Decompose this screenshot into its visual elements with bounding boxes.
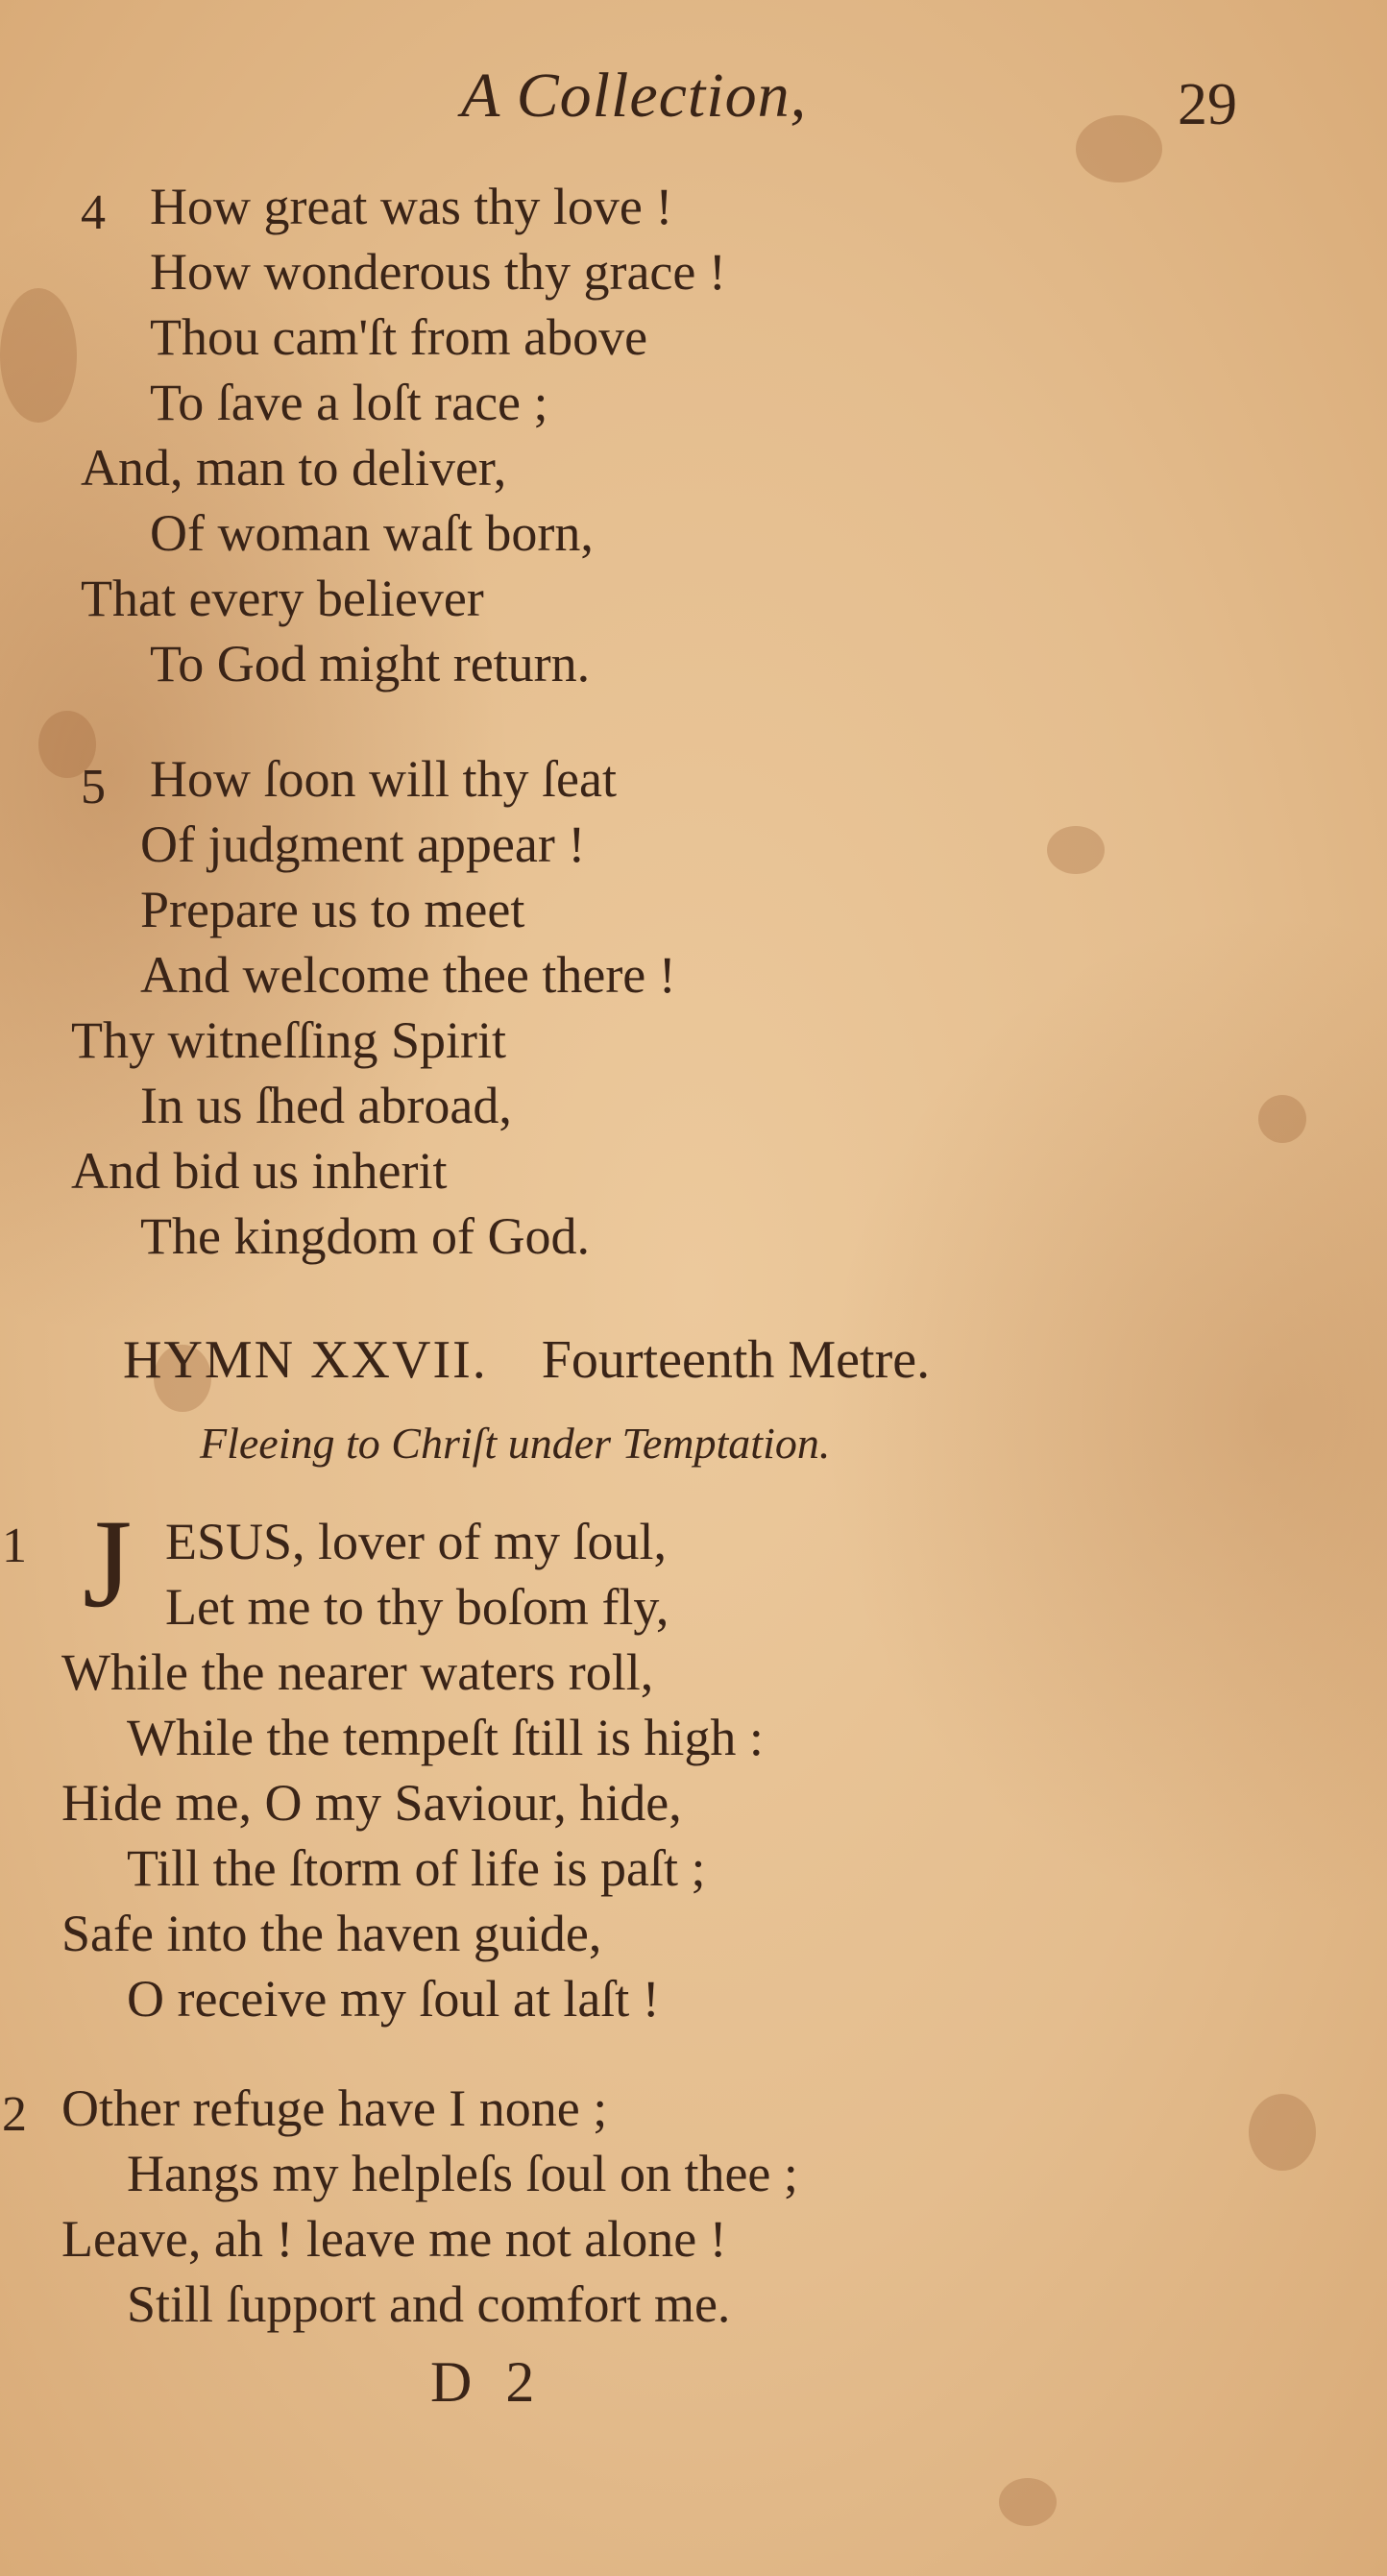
- verse-number: 2: [2, 2087, 27, 2142]
- hymn-title: HYMN XXVII.: [123, 1330, 488, 1390]
- foxing-stain: [1258, 1095, 1306, 1143]
- verse-number: 4: [81, 185, 106, 240]
- verse-line: Leave, ah ! leave me not alone !: [61, 2210, 727, 2268]
- verse-line: How wonderous thy grace !: [150, 243, 726, 301]
- signature-mark: D 2: [430, 2350, 545, 2414]
- verse-line: In us ſhed abroad,: [140, 1077, 512, 1134]
- verse-line: While the tempeſt ſtill is high :: [127, 1709, 764, 1766]
- verse-line: Hide me, O my Saviour, hide,: [61, 1774, 682, 1832]
- hymn-heading: [123, 1329, 930, 1391]
- verse-line: ESUS, lover of my ſoul,: [165, 1513, 667, 1570]
- verse-line: Let me to thy boſom fly,: [165, 1578, 669, 1636]
- verse-line: How ſoon will thy ſeat: [150, 750, 617, 808]
- running-title: A Collection,: [461, 61, 808, 131]
- verse-number: 1: [2, 1519, 27, 1573]
- page-number: 29: [1178, 72, 1237, 137]
- verse-line: And bid us inherit: [71, 1142, 448, 1200]
- verse-line: Safe into the haven guide,: [61, 1905, 602, 1962]
- verse-line: And welcome thee there !: [140, 946, 676, 1004]
- verse-number: 5: [81, 760, 106, 814]
- verse-line: To God might return.: [150, 635, 591, 693]
- foxing-stain: [1047, 826, 1105, 874]
- verse-line: Still ſupport and comfort me.: [127, 2275, 731, 2333]
- verse-line: O receive my ſoul at laſt !: [127, 1970, 660, 2028]
- verse-line: While the nearer waters roll,: [61, 1643, 654, 1701]
- verse-line: Other refuge have I none ;: [61, 2079, 608, 2137]
- verse-line: Of woman waſt born,: [150, 504, 594, 562]
- verse-line: Thy witneſſing Spirit: [71, 1011, 506, 1069]
- verse-line: And, man to deliver,: [81, 439, 507, 497]
- verse-line: Of judgment appear !: [140, 815, 586, 873]
- foxing-stain: [1249, 2094, 1316, 2171]
- verse-line: Prepare us to meet: [140, 881, 525, 938]
- verse-line: That every believer: [81, 570, 484, 627]
- foxing-stain: [0, 288, 77, 423]
- verse-line: Hangs my helpleſs ſoul on thee ;: [127, 2145, 798, 2202]
- drop-cap: J: [83, 1493, 133, 1634]
- verse-line: The kingdom of God.: [140, 1207, 590, 1265]
- running-header: [0, 60, 1387, 136]
- verse-line: Thou cam'ſt from above: [150, 308, 648, 366]
- hymn-subtitle: Fleeing to Chriſt under Temptation.: [200, 1419, 831, 1468]
- verse-line: To ſave a loſt race ;: [150, 374, 548, 431]
- foxing-stain: [999, 2478, 1057, 2526]
- verse-line: Till the ſtorm of life is paſt ;: [127, 1839, 706, 1897]
- hymn-metre: Fourteenth Metre.: [541, 1330, 931, 1390]
- verse-line: How great was thy love !: [150, 178, 673, 235]
